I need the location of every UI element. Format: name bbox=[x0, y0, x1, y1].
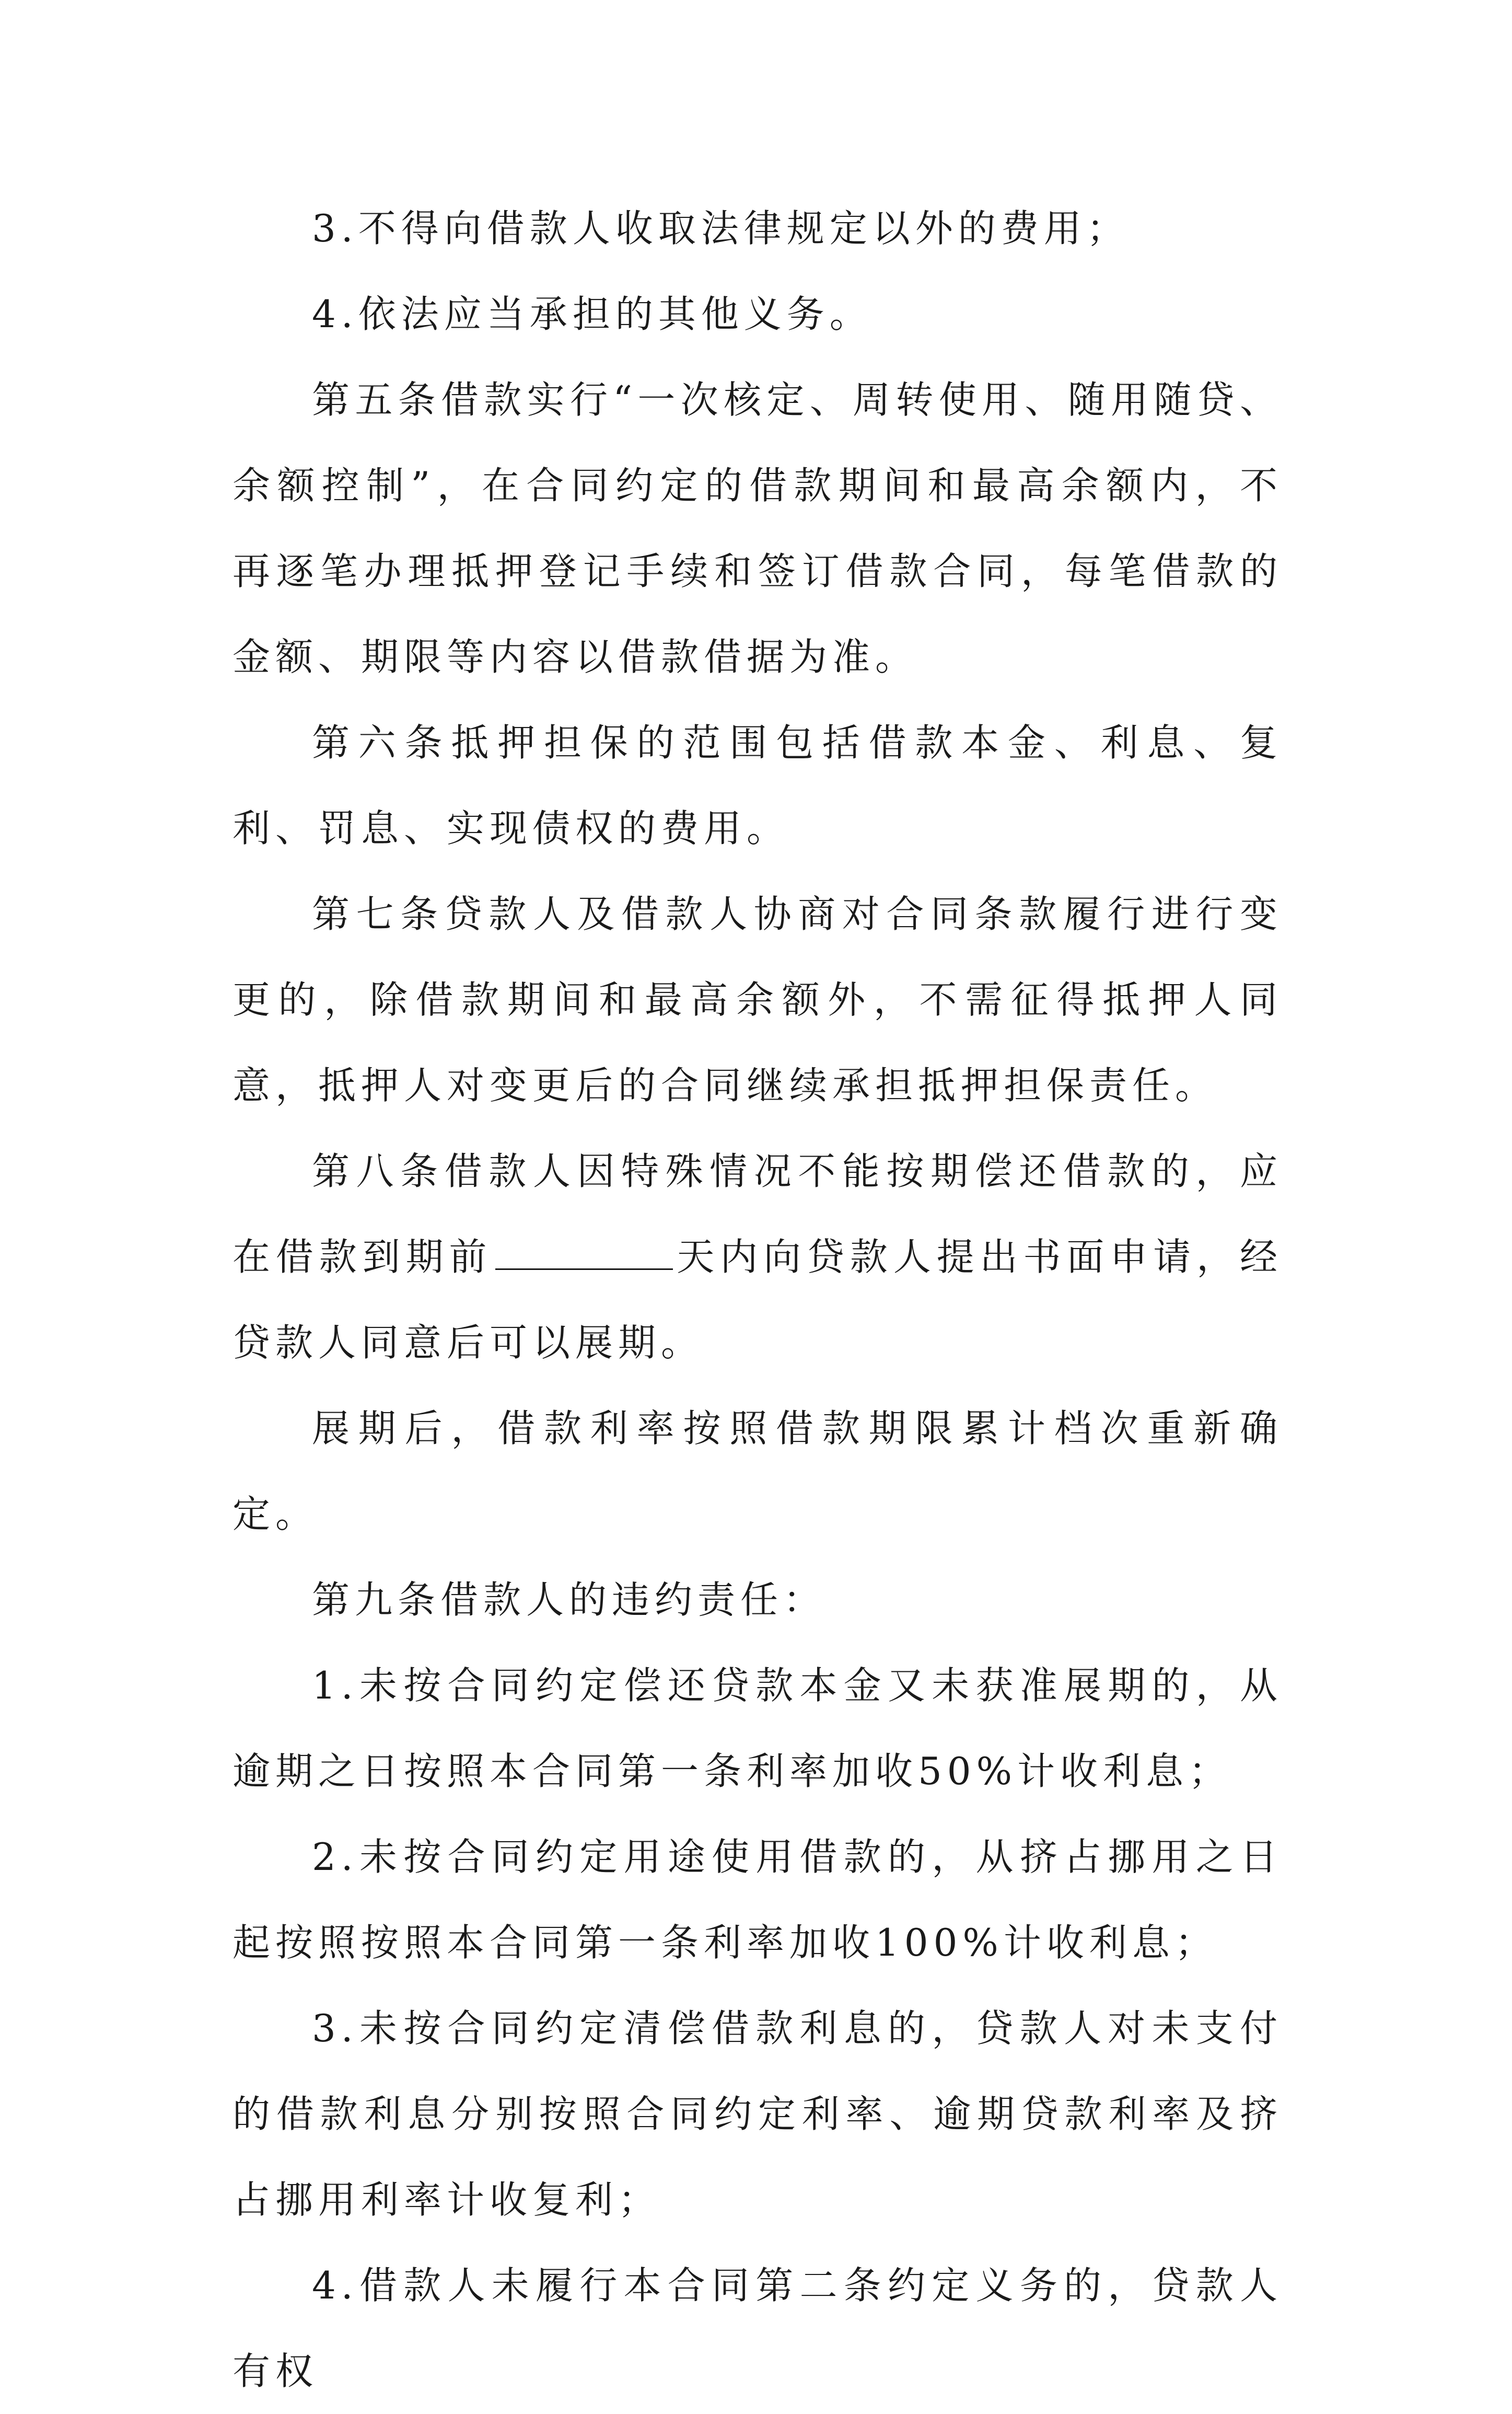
liability-item-3: 3.未按合同约定清偿借款利息的，贷款人对未支付的借款利息分别按照合同约定利率、逾期贷款利率及挤占挪用利率计收复利； bbox=[232, 2006, 1283, 2222]
days-blank-field bbox=[495, 1237, 673, 1270]
article-5: 第五条借款实行“一次核定、周转使用、随用随贷、余额控制”，在合同约定的借款期间和最高余额内，不再逐笔办理抵押登记手续和签订借款合同，每笔借款的金额、期限等内容以借款借据为准。 bbox=[232, 378, 1283, 679]
liability-item-2: 2.未按合同约定用途使用借款的，从挤占挪用之日起按照按照本合同第一条利率加收100%计收利息； bbox=[232, 1835, 1283, 1965]
liability-item-4: 4.借款人未履行本合同第二条约定义务的，贷款人有权 bbox=[232, 2263, 1283, 2393]
article-6: 第六条抵押担保的范围包括借款本金、利息、复利、罚息、实现债权的费用。 bbox=[232, 721, 1283, 850]
article-9-heading: 第九条借款人的违约责任： bbox=[312, 1578, 827, 1622]
liability-item-1: 1.未按合同约定偿还贷款本金又未获准展期的，从逾期之日按照本合同第一条利率加收50%计收利息； bbox=[232, 1664, 1283, 1793]
extension-rate-note: 展期后，借款利率按照借款期限累计档次重新确定。 bbox=[232, 1406, 1283, 1536]
article-8-before-blank: 第八条借款人因特殊情况不能按期偿还借款的，应在借款到期前 bbox=[232, 1149, 1283, 1279]
article-7: 第七条贷款人及借款人协商对合同条款履行进行变更的，除借款期间和最高余额外，不需征得抵押人同意，抵押人对变更后的合同继续承担抵押担保责任。 bbox=[232, 892, 1283, 1107]
article-8 bbox=[232, 1128, 1283, 1385]
clause-item-4: 4.依法应当承担的其他义务。 bbox=[312, 292, 873, 336]
contract-body bbox=[232, 186, 1283, 2414]
article-8-after-blank: 天内向贷款人提出书面申请，经贷款人同意后可以展期。 bbox=[232, 1235, 1283, 1365]
clause-item-3: 3.不得向借款人收取法律规定以外的费用； bbox=[312, 206, 1130, 250]
